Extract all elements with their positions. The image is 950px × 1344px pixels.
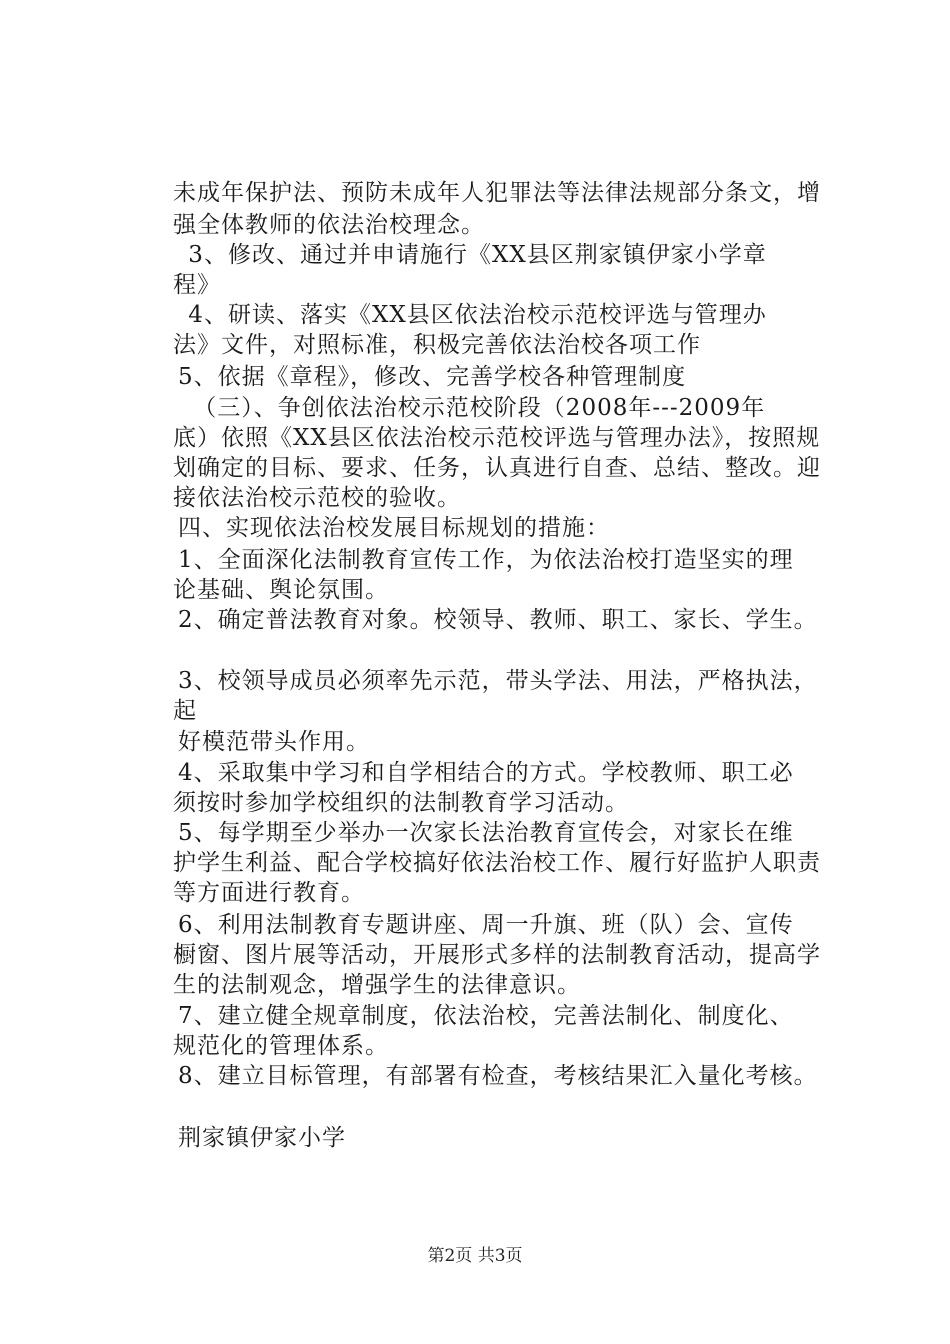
body-line: 底）依照《XX县区依法治校示范校评选与管理办法》，按照规 bbox=[173, 425, 821, 451]
body-line: 强全体教师的依法治校理念。 bbox=[173, 212, 485, 238]
signature-school-name: 荆家镇伊家小学 bbox=[178, 1125, 346, 1151]
body-line: 好模范带头作用。 bbox=[178, 729, 370, 755]
body-line: 护学生利益、配合学校搞好依法治校工作、履行好监护人职责 bbox=[173, 850, 821, 876]
body-line: 起 bbox=[173, 698, 197, 724]
body-line: 论基础、舆论氛围。 bbox=[173, 577, 389, 603]
body-line: 四、实现依法治校发展目标规划的措施： bbox=[178, 515, 610, 541]
body-line: 1、全面深化法制教育宣传工作，为依法治校打造坚实的理 bbox=[178, 547, 794, 573]
body-line: 2、确定普法教育对象。校领导、教师、职工、家长、学生。 bbox=[178, 607, 818, 633]
body-line: 生的法制观念，增强学生的法律意识。 bbox=[173, 972, 581, 998]
body-line: 程》 bbox=[173, 272, 221, 298]
body-line: 须按时参加学校组织的法制教育学习活动。 bbox=[173, 790, 629, 816]
page-footer: 第2页 共3页 bbox=[427, 1246, 523, 1266]
body-line: 6、利用法制教育专题讲座、周一升旗、班（队）会、宣传 bbox=[178, 912, 794, 938]
body-line: （三）、争创依法治校示范校阶段（2008年---2009年 bbox=[185, 395, 766, 421]
body-line: 橱窗、图片展等活动，开展形式多样的法制教育活动，提高学 bbox=[173, 942, 821, 968]
body-line: 等方面进行教育。 bbox=[173, 880, 365, 906]
body-line: 未成年保护法、预防未成年人犯罪法等法律法规部分条文，增 bbox=[173, 180, 821, 206]
body-line: 5、依据《章程》，修改、完善学校各种管理制度 bbox=[178, 364, 687, 390]
body-line: 接依法治校示范校的验收。 bbox=[173, 485, 461, 511]
body-line: 3、校领导成员必须率先示范，带头学法、用法，严格执法， bbox=[178, 668, 818, 694]
body-line: 3、修改、通过并申请施行《XX县区荆家镇伊家小学章 bbox=[180, 242, 767, 268]
body-line: 4、研读、落实《XX县区依法治校示范校评选与管理办 bbox=[180, 302, 767, 328]
body-line: 规范化的管理体系。 bbox=[173, 1033, 389, 1059]
body-line: 5、每学期至少举办一次家长法治教育宣传会，对家长在维 bbox=[178, 820, 794, 846]
body-line: 法》文件，对照标准，积极完善依法治校各项工作 bbox=[173, 332, 701, 358]
body-line: 7、建立健全规章制度，依法治校，完善法制化、制度化、 bbox=[178, 1003, 794, 1029]
body-line: 划确定的目标、要求、任务，认真进行自查、总结、整改。迎 bbox=[173, 455, 821, 481]
body-line: 4、采取集中学习和自学相结合的方式。学校教师、职工必 bbox=[178, 760, 794, 786]
body-line: 8、建立目标管理，有部署有检查，考核结果汇入量化考核。 bbox=[178, 1063, 818, 1089]
